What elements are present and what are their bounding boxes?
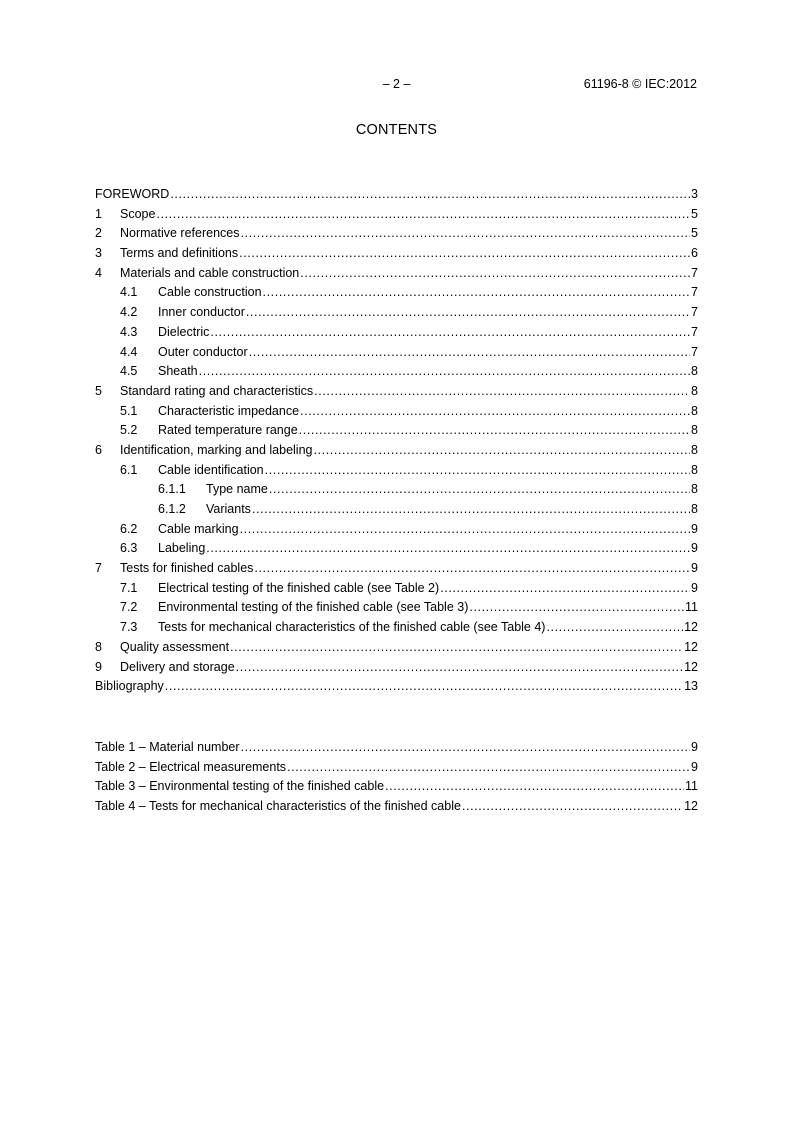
toc-entry-number: 6: [95, 442, 102, 457]
toc-leader-dots: [241, 224, 691, 244]
toc-page-number: 9: [691, 759, 698, 774]
toc-entry-label: Environmental testing of the finished cable (see Table 3): [158, 600, 469, 615]
toc-entry-number: 6.1: [120, 462, 138, 477]
toc-page-number: 8: [691, 462, 698, 477]
toc-table-3[interactable]: [95, 777, 698, 797]
toc-page-number: 7: [691, 305, 698, 320]
toc-leader-dots: [254, 559, 690, 579]
toc-entry-label: Cable construction: [158, 285, 262, 300]
toc-page-number: 9: [691, 521, 698, 536]
toc-entry-rated-temperature-range[interactable]: [95, 421, 698, 441]
toc-leader-dots: [313, 441, 690, 461]
toc-entry-label: FOREWORD: [95, 187, 170, 201]
toc-entry-label: Delivery and storage: [120, 659, 235, 674]
toc-entry-foreword[interactable]: [95, 185, 698, 205]
toc-page-number: 7: [691, 344, 698, 359]
toc-leader-dots: [156, 205, 690, 225]
list-of-tables: [95, 738, 698, 817]
toc-entry-tests-for-finished-cables[interactable]: [95, 559, 698, 579]
toc-entry-number: 2: [95, 226, 102, 241]
toc-page-number: 8: [691, 502, 698, 516]
toc-leader-dots: [236, 658, 683, 678]
toc-entry-number: 6.1.1: [158, 482, 186, 497]
toc-table-1[interactable]: [95, 738, 698, 758]
toc-leader-dots: [287, 758, 690, 778]
toc-entry-sheath[interactable]: [95, 362, 698, 382]
toc-entry-cable-construction[interactable]: [95, 283, 698, 303]
toc-entry-label: Dielectric: [158, 324, 210, 339]
toc-page-number: 12: [684, 799, 698, 814]
toc-leader-dots: [230, 638, 683, 658]
toc-leader-dots: [385, 777, 684, 797]
toc-leader-dots: [206, 539, 690, 559]
toc-entry-label: Table 1 – Material number: [95, 740, 240, 754]
toc-entry-labeling[interactable]: [95, 539, 698, 559]
toc-entry-number: 4.3: [120, 324, 138, 339]
toc-entry-label: Outer conductor: [158, 344, 248, 359]
toc-leader-dots: [246, 303, 690, 323]
toc-leader-dots: [440, 579, 690, 599]
toc-leader-dots: [165, 677, 683, 697]
toc-page-number: 8: [691, 442, 698, 457]
toc-entry-label: Normative references: [120, 226, 240, 241]
toc-page-number: 13: [684, 679, 698, 694]
toc-page-number: 8: [691, 383, 698, 398]
toc-page-number: 8: [691, 423, 698, 438]
toc-entry-quality-assessment[interactable]: [95, 638, 698, 658]
toc-entry-label: Table 2 – Electrical measurements: [95, 759, 287, 774]
toc-entry-terms-and-definitions[interactable]: [95, 244, 698, 264]
toc-leader-dots: [265, 461, 690, 481]
toc-leader-dots: [462, 797, 683, 817]
toc-entry-characteristic-impedance[interactable]: [95, 402, 698, 422]
toc-entry-label: Labeling: [158, 541, 206, 556]
toc-entry-outer-conductor[interactable]: [95, 343, 698, 363]
toc-entry-label: Table 4 – Tests for mechanical characteristics of the finished cable: [95, 799, 461, 814]
toc-entry-normative-references[interactable]: [95, 224, 698, 244]
toc-page-number: 7: [691, 285, 698, 300]
toc-entry-cable-identification[interactable]: [95, 461, 698, 481]
toc-entry-label: Quality assessment: [120, 639, 230, 654]
toc-entry-cable-marking[interactable]: [95, 520, 698, 540]
toc-entry-number: 6.2: [120, 521, 138, 536]
toc-leader-dots: [299, 421, 690, 441]
toc-page-number: 12: [684, 639, 698, 654]
toc-entry-number: 4.5: [120, 364, 138, 379]
toc-leader-dots: [241, 738, 691, 758]
toc-entry-number: 6.1.2: [158, 502, 186, 516]
toc-page-number: 8: [691, 364, 698, 379]
toc-entry-number: 4: [95, 265, 102, 280]
toc-entry-label: Cable marking: [158, 521, 239, 536]
toc-leader-dots: [210, 323, 690, 343]
toc-entry-number: 3: [95, 246, 102, 261]
toc-page-number: 12: [684, 620, 698, 635]
toc-entry-label: Rated temperature range: [158, 423, 298, 438]
toc-page-number: 8: [691, 403, 698, 418]
toc-page-number: 7: [691, 265, 698, 280]
toc-entry-label: Electrical testing of the finished cable (see Table 2): [158, 580, 440, 595]
toc-leader-dots: [199, 362, 690, 382]
toc-page-number: 9: [691, 580, 698, 595]
toc-entry-number: 7.1: [120, 580, 138, 595]
toc-entry-bibliography[interactable]: [95, 677, 698, 697]
toc-entry-number: 9: [95, 659, 102, 674]
toc-entry-mechanical-tests[interactable]: [95, 618, 698, 638]
toc-leader-dots: [546, 618, 683, 638]
toc-entry-label: Tests for mechanical characteristics of the finished cable (see Table 4): [158, 620, 546, 635]
toc-entry-number: 8: [95, 639, 102, 654]
toc-leader-dots: [300, 264, 690, 284]
toc-entry-variants[interactable]: [95, 500, 698, 520]
toc-leader-dots: [239, 244, 690, 264]
toc-entry-number: 4.4: [120, 344, 138, 359]
toc-entry-type-name[interactable]: [95, 480, 698, 500]
toc-entry-label: Scope: [120, 206, 156, 221]
toc-entry-number: 5: [95, 383, 102, 398]
toc-leader-dots: [240, 520, 690, 540]
toc-entry-environmental-testing[interactable]: [95, 598, 698, 618]
toc-leader-dots: [469, 598, 684, 618]
toc-page-number: 11: [685, 779, 698, 794]
toc-entry-number: 7.3: [120, 620, 138, 635]
toc-entry-number: 4.2: [120, 305, 138, 320]
toc-page-number: 7: [691, 324, 698, 339]
toc-entry-dielectric[interactable]: [95, 323, 698, 343]
toc-page-number: 5: [691, 226, 698, 241]
toc-entry-label: Cable identification: [158, 462, 264, 477]
toc-entry-scope[interactable]: [95, 205, 698, 225]
toc-leader-dots: [269, 480, 690, 500]
toc-page-number: 11: [685, 600, 698, 615]
toc-entry-standard-rating[interactable]: [95, 382, 698, 402]
toc-entry-inner-conductor[interactable]: [95, 303, 698, 323]
toc-leader-dots: [170, 185, 690, 205]
toc-entry-number: 5.2: [120, 423, 138, 438]
toc-entry-label: Type name: [206, 482, 268, 497]
toc-entry-label: Standard rating and characteristics: [120, 383, 314, 398]
toc-entry-materials-and-cable-construction[interactable]: [95, 264, 698, 284]
toc-entry-number: 5.1: [120, 403, 138, 418]
toc-leader-dots: [300, 402, 690, 422]
toc-entry-identification-marking-labeling[interactable]: [95, 441, 698, 461]
toc-page-number: 6: [691, 246, 698, 261]
toc-entry-label: Materials and cable construction: [120, 265, 300, 280]
toc-page-number: 12: [684, 659, 698, 674]
toc-page-number: 3: [691, 187, 698, 201]
toc-leader-dots: [263, 283, 691, 303]
toc-entry-label: Tests for finished cables: [120, 561, 254, 576]
toc-entry-label: Table 3 – Environmental testing of the finished cable: [95, 779, 385, 794]
toc-entry-label: Bibliography: [95, 679, 164, 694]
toc-table-2[interactable]: [95, 758, 698, 778]
toc-entry-label: Identification, marking and labeling: [120, 442, 313, 457]
toc-entry-label: Inner conductor: [158, 305, 245, 320]
toc-entry-number: 7: [95, 561, 102, 576]
toc-page-number: 9: [691, 561, 698, 576]
document-reference: 61196-8 © IEC:2012: [583, 77, 697, 91]
table-of-contents: [95, 185, 698, 697]
toc-entry-label: Sheath: [158, 364, 198, 379]
toc-entry-electrical-testing[interactable]: [95, 579, 698, 599]
toc-entry-label: Characteristic impedance: [158, 403, 300, 418]
toc-page-number: 9: [691, 541, 698, 556]
toc-entry-delivery-and-storage[interactable]: [95, 658, 698, 678]
toc-leader-dots: [249, 343, 690, 363]
toc-entry-label: Variants: [206, 502, 251, 516]
toc-page-number: 8: [691, 482, 698, 497]
toc-page-number: 9: [691, 740, 698, 754]
toc-entry-number: 1: [95, 206, 102, 221]
toc-leader-dots: [252, 500, 690, 520]
toc-entry-number: 6.3: [120, 541, 138, 556]
toc-table-4[interactable]: [95, 797, 698, 817]
toc-leader-dots: [314, 382, 690, 402]
contents-title: CONTENTS: [355, 122, 438, 138]
toc-page-number: 5: [691, 206, 698, 221]
toc-entry-label: Terms and definitions: [120, 246, 239, 261]
toc-entry-number: 7.2: [120, 600, 138, 615]
toc-entry-number: 4.1: [120, 285, 138, 300]
page-number: – 2 –: [382, 77, 411, 91]
